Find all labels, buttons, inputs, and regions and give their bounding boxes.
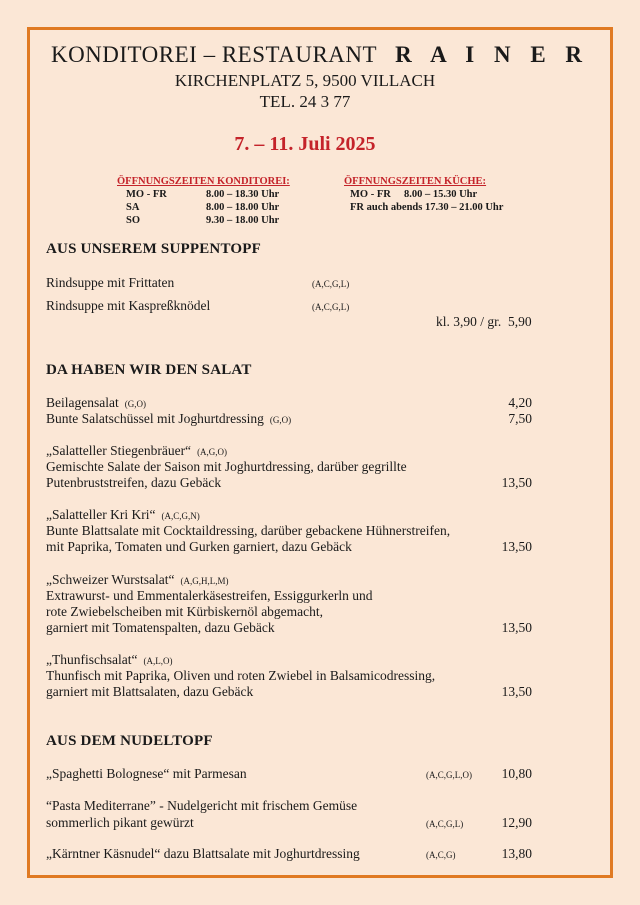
item-allergens: (A,C,G,L,O) <box>426 770 472 780</box>
menu-item: „Kärntner Käsnudel“ dazu Blattsalate mit Joghurtdressing <box>46 846 360 861</box>
item-name: „Thunfischsalat“ <box>46 652 138 667</box>
item-description: garniert mit Tomatenspalten, dazu Gebäck <box>46 620 275 635</box>
item-price: 13,50 <box>501 620 532 635</box>
phone: TEL. 24 3 77 <box>259 92 351 111</box>
item-name: „Salatteller Kri Kri“ <box>46 507 156 522</box>
item-allergens: (A,C,G) <box>426 850 456 860</box>
hours-konditorei-day: SO <box>126 215 141 226</box>
item-allergens: (A,C,G,N) <box>161 511 200 521</box>
hours-konditorei-time: 8.00 – 18.00 Uhr <box>206 202 280 213</box>
item-description: Extrawurst- und Emmentalerkäsestreifen, Essiggurkerln und <box>46 588 373 603</box>
menu-item <box>46 395 146 411</box>
item-price: 12,90 <box>501 815 532 830</box>
item-description: Gemischte Salate der Saison mit Joghurtdressing, darüber gegrillte <box>46 459 407 474</box>
item-price: 13,80 <box>501 846 532 861</box>
item-allergens: (G,O) <box>124 399 146 409</box>
section-title-nudel: AUS DEM NUDELTOPF <box>46 733 213 749</box>
item-allergens: (A,G,H,L,M) <box>180 576 229 586</box>
address: KIRCHENPLATZ 5, 9500 VILLACH <box>174 71 436 90</box>
item-price: 13,50 <box>501 475 532 490</box>
item-name: Bunte Salatschüssel mit Joghurtdressing <box>46 411 264 426</box>
item-description: Putenbruststreifen, dazu Gebäck <box>46 475 222 490</box>
item-allergens: (A,C,G,L) <box>426 819 464 829</box>
hours-konditorei-time: 9.30 – 18.00 Uhr <box>206 215 280 226</box>
item-description: rote Zwiebelscheiben mit Kürbiskernöl abgemacht, <box>46 604 324 619</box>
item-price: 10,80 <box>501 766 532 781</box>
item-allergens: (A,G,O) <box>197 447 228 457</box>
item-price: 7,50 <box>508 411 532 426</box>
item-allergens: (A,L,O) <box>143 656 173 666</box>
item-description: sommerlich pikant gewürzt <box>46 815 194 830</box>
menu-date: 7. – 11. Juli 2025 <box>234 133 376 155</box>
hours-kueche-line: FR auch abends 17.30 – 21.00 Uhr <box>350 202 504 213</box>
hours-konditorei-day: SA <box>126 202 140 213</box>
item-name: „Schweizer Wurstsalat“ <box>46 572 175 587</box>
item-price: kl. 3,90 / gr. 5,90 <box>436 314 532 329</box>
item-description: mit Paprika, Tomaten und Gurken garniert, dazu Gebäck <box>46 539 352 554</box>
item-description: Thunfisch mit Paprika, Oliven und roten Zwiebel in Balsamicodressing, <box>46 668 436 683</box>
menu-item: „Spaghetti Bolognese“ mit Parmesan <box>46 766 247 781</box>
item-allergens: (A,C,G,L) <box>312 279 350 289</box>
section-title-salat: DA HABEN WIR DEN SALAT <box>46 362 252 378</box>
menu-item <box>46 443 227 459</box>
item-price: 4,20 <box>508 395 532 410</box>
hours-konditorei-time: 8.00 – 18.30 Uhr <box>206 189 280 200</box>
item-name: „Salatteller Stiegenbräuer“ <box>46 443 192 458</box>
item-description: garniert mit Blattsalaten, dazu Gebäck <box>46 684 254 699</box>
item-price: 13,50 <box>501 539 532 554</box>
item-name: Rindsuppe mit Kaspreßknödel <box>46 298 211 313</box>
item-name: Beilagensalat <box>46 395 119 410</box>
menu-item: “Pasta Mediterrane” - Nudelgericht mit frischem Gemüse <box>46 798 358 813</box>
restaurant-title <box>0 42 640 68</box>
menu-item <box>46 572 229 588</box>
title-main: KONDITOREI – RESTAURANT <box>50 42 378 67</box>
hours-kueche-line: MO - FR 8.00 – 15.30 Uhr <box>350 189 478 200</box>
menu-item <box>46 275 174 291</box>
hours-konditorei-day: MO - FR <box>126 189 167 200</box>
menu-item <box>46 298 210 314</box>
menu-item <box>46 507 200 523</box>
menu-item <box>46 652 172 668</box>
item-allergens: (A,C,G,L) <box>312 302 350 312</box>
hours-kueche-title: ÖFFNUNGSZEITEN KÜCHE: <box>344 176 487 187</box>
item-name: Rindsuppe mit Frittaten <box>46 275 175 290</box>
hours-konditorei-title: ÖFFNUNGSZEITEN KONDITOREI: <box>117 176 290 187</box>
restaurant-name: R A I N E R <box>395 42 590 67</box>
item-description: Bunte Blattsalate mit Cocktaildressing, darüber gebackene Hühnerstreifen, <box>46 523 451 538</box>
menu-item <box>46 411 291 427</box>
item-allergens: (G,O) <box>269 415 292 425</box>
section-title-suppe: AUS UNSEREM SUPPENTOPF <box>46 241 261 257</box>
item-price: 13,50 <box>501 684 532 699</box>
